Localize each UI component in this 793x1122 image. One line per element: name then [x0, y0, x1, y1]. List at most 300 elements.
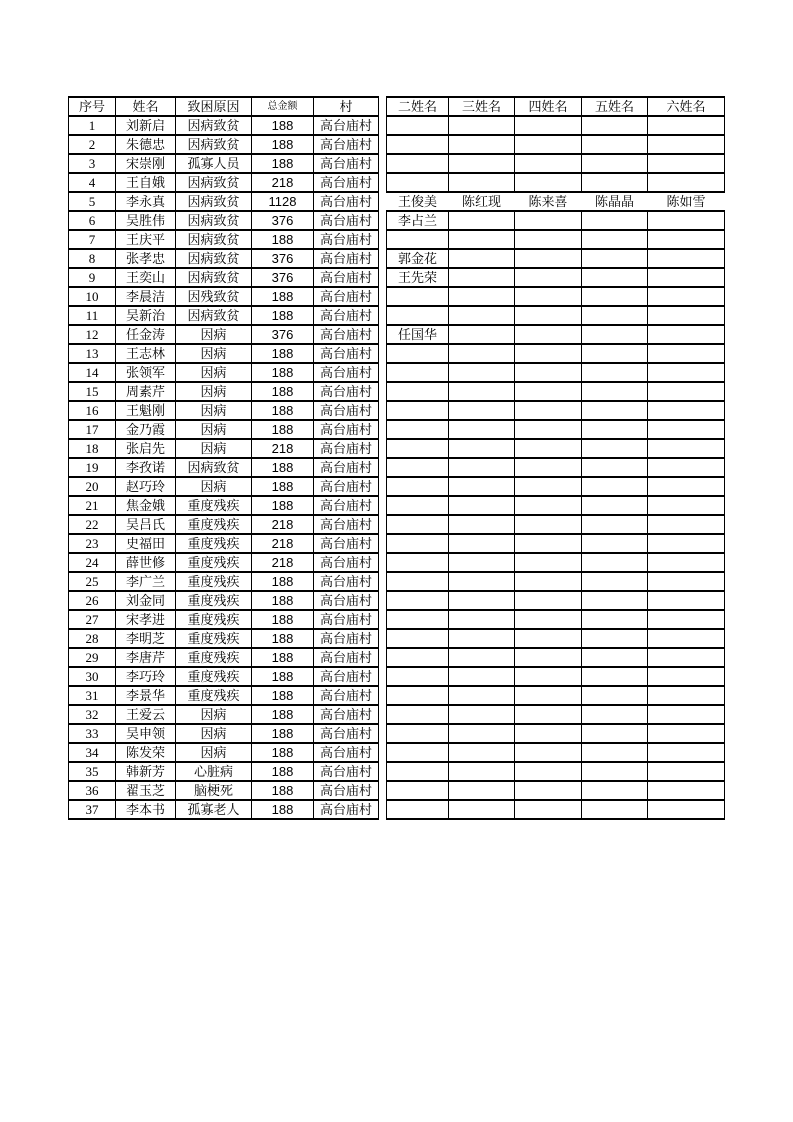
table-cell	[449, 458, 515, 477]
table-cell	[648, 325, 725, 344]
table-cell	[515, 249, 582, 268]
table-cell: 张启先	[116, 439, 176, 458]
table-row	[69, 268, 379, 287]
table-cell	[449, 135, 515, 154]
table-cell: 11	[69, 306, 116, 325]
table-cell	[515, 287, 582, 306]
table-cell	[387, 591, 449, 610]
table-cell: 27	[69, 610, 116, 629]
table-cell: 16	[69, 401, 116, 420]
table-cell	[449, 382, 515, 401]
table-cell	[582, 306, 648, 325]
table-cell: 韩新芳	[116, 762, 176, 781]
table-row	[387, 306, 725, 325]
table-cell: 2	[69, 135, 116, 154]
table-cell	[515, 629, 582, 648]
table-cell	[648, 762, 725, 781]
table-cell: 周素芹	[116, 382, 176, 401]
table-cell	[515, 135, 582, 154]
table-cell	[515, 781, 582, 800]
table-cell: 陈晶晶	[582, 192, 648, 211]
table-cell: 高台庙村	[314, 306, 379, 325]
table-cell: 29	[69, 648, 116, 667]
table-row	[387, 249, 725, 268]
table-cell: 金乃霞	[116, 420, 176, 439]
table-cell	[648, 743, 725, 762]
table-cell: 30	[69, 667, 116, 686]
table-cell: 李唐芹	[116, 648, 176, 667]
table-cell	[387, 116, 449, 135]
table-cell: 31	[69, 686, 116, 705]
table-row	[69, 477, 379, 496]
table-cell: 重度残疾	[176, 610, 252, 629]
table-cell	[449, 553, 515, 572]
table-cell	[582, 743, 648, 762]
table-cell: 王庆平	[116, 230, 176, 249]
table-cell	[648, 268, 725, 287]
table-row	[387, 401, 725, 420]
table-row	[387, 439, 725, 458]
table-cell	[648, 135, 725, 154]
table-cell: 高台庙村	[314, 363, 379, 382]
table-cell	[515, 344, 582, 363]
table-cell: 12	[69, 325, 116, 344]
table-cell	[648, 496, 725, 515]
table-cell	[582, 458, 648, 477]
table-row	[387, 211, 725, 230]
table-cell: 22	[69, 515, 116, 534]
table-cell	[582, 287, 648, 306]
table-cell: 因病致贫	[176, 458, 252, 477]
table-cell: 李永真	[116, 192, 176, 211]
table-cell	[515, 211, 582, 230]
table-cell	[582, 800, 648, 819]
table-cell	[648, 667, 725, 686]
table-cell: 1	[69, 116, 116, 135]
table-cell: 376	[252, 211, 314, 230]
table-cell: 23	[69, 534, 116, 553]
table-row	[69, 591, 379, 610]
table-cell	[387, 610, 449, 629]
table-cell	[449, 800, 515, 819]
table-cell	[648, 306, 725, 325]
table-cell: 陈来喜	[515, 192, 582, 211]
table-cell: 刘新启	[116, 116, 176, 135]
table-cell: 28	[69, 629, 116, 648]
table-cell: 218	[252, 439, 314, 458]
table-cell	[582, 116, 648, 135]
table-cell	[449, 420, 515, 439]
table-cell: 因病致贫	[176, 135, 252, 154]
table-cell: 188	[252, 705, 314, 724]
table-cell: 重度残疾	[176, 515, 252, 534]
table-cell: 吴胜伟	[116, 211, 176, 230]
table-cell: 高台庙村	[314, 705, 379, 724]
table-row	[69, 667, 379, 686]
table-cell	[387, 496, 449, 515]
table-cell	[648, 705, 725, 724]
table-cell: 因病	[176, 724, 252, 743]
table-cell: 宋孝进	[116, 610, 176, 629]
column-header-name3: 三姓名	[449, 97, 515, 116]
table-cell: 10	[69, 287, 116, 306]
table-row	[387, 192, 725, 211]
table-cell: 王魁刚	[116, 401, 176, 420]
table-row	[387, 173, 725, 192]
table-cell	[449, 154, 515, 173]
table-row	[69, 686, 379, 705]
table-cell	[582, 591, 648, 610]
table-row	[387, 800, 725, 819]
table-cell: 188	[252, 420, 314, 439]
table-cell	[515, 116, 582, 135]
table-cell	[582, 496, 648, 515]
table-cell: 高台庙村	[314, 686, 379, 705]
table-cell: 高台庙村	[314, 743, 379, 762]
table-cell	[582, 553, 648, 572]
table-cell	[582, 230, 648, 249]
table-cell	[515, 724, 582, 743]
table-cell: 因病	[176, 363, 252, 382]
table-cell	[449, 173, 515, 192]
table-cell	[582, 667, 648, 686]
column-header-name6: 六姓名	[648, 97, 725, 116]
table-cell	[387, 629, 449, 648]
table-cell	[449, 762, 515, 781]
table-cell: 高台庙村	[314, 116, 379, 135]
table-row	[69, 249, 379, 268]
table-row	[387, 135, 725, 154]
table-row	[69, 306, 379, 325]
table-cell	[582, 135, 648, 154]
table-cell: 高台庙村	[314, 667, 379, 686]
table-row	[69, 610, 379, 629]
table-cell: 13	[69, 344, 116, 363]
table-row	[387, 496, 725, 515]
table-cell: 翟玉芝	[116, 781, 176, 800]
table-cell	[515, 268, 582, 287]
table-cell: 218	[252, 173, 314, 192]
table-row	[69, 154, 379, 173]
table-row	[387, 382, 725, 401]
table-row	[69, 192, 379, 211]
table-cell: 188	[252, 667, 314, 686]
table-cell	[449, 344, 515, 363]
table-row	[387, 325, 725, 344]
column-header-name: 姓名	[116, 97, 176, 116]
table-cell: 陈如雪	[648, 192, 725, 211]
table-row	[69, 439, 379, 458]
table-cell: 20	[69, 477, 116, 496]
table-cell: 高台庙村	[314, 173, 379, 192]
table-cell	[515, 439, 582, 458]
table-cell: 高台庙村	[314, 762, 379, 781]
table-cell: 因病	[176, 325, 252, 344]
table-cell: 376	[252, 325, 314, 344]
table-row	[69, 553, 379, 572]
table-cell: 因病	[176, 743, 252, 762]
table-cell: 张领军	[116, 363, 176, 382]
table-cell	[648, 363, 725, 382]
table-row	[69, 515, 379, 534]
table-cell: 高台庙村	[314, 496, 379, 515]
table-cell: 王自娥	[116, 173, 176, 192]
table-cell	[648, 287, 725, 306]
table-cell: 李晨洁	[116, 287, 176, 306]
table-cell: 32	[69, 705, 116, 724]
table-row	[69, 724, 379, 743]
table-cell: 李景华	[116, 686, 176, 705]
table-cell: 高台庙村	[314, 382, 379, 401]
table-cell	[515, 743, 582, 762]
table-cell	[449, 496, 515, 515]
table-cell	[582, 705, 648, 724]
table-cell	[449, 363, 515, 382]
table-cell: 8	[69, 249, 116, 268]
table-cell	[449, 211, 515, 230]
table-cell: 188	[252, 800, 314, 819]
table-cell	[648, 534, 725, 553]
table-cell: 7	[69, 230, 116, 249]
table-cell: 高台庙村	[314, 458, 379, 477]
table-cell	[387, 667, 449, 686]
table-cell: 史福田	[116, 534, 176, 553]
table-cell: 高台庙村	[314, 800, 379, 819]
assistance-table	[68, 96, 379, 820]
table-cell	[387, 363, 449, 382]
column-header-amount: 总金额	[252, 97, 314, 116]
table-cell: 因病致贫	[176, 230, 252, 249]
table-cell	[648, 458, 725, 477]
table-row	[387, 363, 725, 382]
table-cell: 36	[69, 781, 116, 800]
table-cell	[387, 135, 449, 154]
table-row	[387, 762, 725, 781]
table-cell	[515, 705, 582, 724]
table-cell: 24	[69, 553, 116, 572]
table-cell: 任金涛	[116, 325, 176, 344]
table-cell	[387, 705, 449, 724]
table-cell	[387, 743, 449, 762]
table-cell	[387, 439, 449, 458]
table-cell	[515, 306, 582, 325]
table-cell	[582, 382, 648, 401]
column-header-name2: 二姓名	[387, 97, 449, 116]
table-cell: 高台庙村	[314, 591, 379, 610]
table-cell: 因病致贫	[176, 192, 252, 211]
table-cell	[582, 439, 648, 458]
table-row	[387, 477, 725, 496]
table-cell	[449, 287, 515, 306]
table-cell	[582, 629, 648, 648]
table-cell	[515, 496, 582, 515]
table-cell	[449, 116, 515, 135]
table-row	[387, 629, 725, 648]
table-cell: 35	[69, 762, 116, 781]
table-cell: 188	[252, 762, 314, 781]
table-cell: 4	[69, 173, 116, 192]
table-cell: 王奕山	[116, 268, 176, 287]
table-cell	[449, 249, 515, 268]
table-cell: 188	[252, 458, 314, 477]
table-cell: 李广兰	[116, 572, 176, 591]
table-cell	[582, 154, 648, 173]
table-row	[69, 420, 379, 439]
table-cell: 218	[252, 553, 314, 572]
table-cell	[648, 553, 725, 572]
table-cell	[387, 458, 449, 477]
table-row	[69, 762, 379, 781]
table-row	[69, 496, 379, 515]
table-cell	[449, 534, 515, 553]
table-cell: 188	[252, 344, 314, 363]
table-cell: 188	[252, 401, 314, 420]
header-row	[69, 97, 379, 116]
table-row	[387, 610, 725, 629]
table-cell: 高台庙村	[314, 154, 379, 173]
table-row	[69, 230, 379, 249]
table-cell: 高台庙村	[314, 534, 379, 553]
table-row	[69, 781, 379, 800]
table-cell: 重度残疾	[176, 496, 252, 515]
table-cell: 高台庙村	[314, 249, 379, 268]
table-cell	[387, 534, 449, 553]
table-cell: 188	[252, 572, 314, 591]
table-cell: 高台庙村	[314, 553, 379, 572]
table-cell	[387, 781, 449, 800]
table-cell: 因病致贫	[176, 173, 252, 192]
table-cell: 188	[252, 306, 314, 325]
table-cell	[582, 420, 648, 439]
table-cell	[387, 287, 449, 306]
additional-names-table	[386, 96, 725, 820]
table-cell	[582, 477, 648, 496]
table-row	[69, 211, 379, 230]
table-cell	[648, 230, 725, 249]
table-cell	[387, 173, 449, 192]
table-cell: 高台庙村	[314, 610, 379, 629]
table-cell: 因病致贫	[176, 306, 252, 325]
table-cell	[449, 477, 515, 496]
table-cell: 因病	[176, 344, 252, 363]
table-cell	[387, 477, 449, 496]
table-cell: 李本书	[116, 800, 176, 819]
table-cell: 高台庙村	[314, 344, 379, 363]
table-cell: 高台庙村	[314, 192, 379, 211]
table-cell: 高台庙村	[314, 477, 379, 496]
table-cell: 188	[252, 496, 314, 515]
table-cell	[582, 268, 648, 287]
table-cell: 25	[69, 572, 116, 591]
table-row	[69, 534, 379, 553]
table-cell: 3	[69, 154, 116, 173]
table-cell: 因病致贫	[176, 116, 252, 135]
table-cell	[515, 686, 582, 705]
table-cell: 因病致贫	[176, 249, 252, 268]
table-cell	[648, 781, 725, 800]
table-cell	[648, 648, 725, 667]
tables-container	[68, 96, 725, 820]
table-cell	[387, 420, 449, 439]
table-cell	[449, 268, 515, 287]
table-cell	[387, 401, 449, 420]
table-cell	[449, 648, 515, 667]
table-cell	[582, 363, 648, 382]
table-row	[387, 268, 725, 287]
table-cell: 188	[252, 591, 314, 610]
table-cell	[582, 610, 648, 629]
table-cell	[387, 724, 449, 743]
table-row	[69, 743, 379, 762]
table-cell: 188	[252, 629, 314, 648]
table-cell: 高台庙村	[314, 629, 379, 648]
table-row	[387, 667, 725, 686]
table-cell: 重度残疾	[176, 667, 252, 686]
table-cell: 高台庙村	[314, 230, 379, 249]
table-cell	[648, 572, 725, 591]
table-cell: 因残致贫	[176, 287, 252, 306]
table-cell	[515, 534, 582, 553]
table-cell: 376	[252, 249, 314, 268]
table-cell: 高台庙村	[314, 135, 379, 154]
table-cell: 任国华	[387, 325, 449, 344]
table-row	[387, 420, 725, 439]
table-cell: 高台庙村	[314, 781, 379, 800]
table-cell	[515, 610, 582, 629]
table-cell: 21	[69, 496, 116, 515]
table-cell: 高台庙村	[314, 515, 379, 534]
table-cell: 孤寡人员	[176, 154, 252, 173]
table-cell	[515, 154, 582, 173]
table-cell	[582, 344, 648, 363]
table-cell	[449, 686, 515, 705]
table-cell	[648, 154, 725, 173]
table-cell	[449, 439, 515, 458]
table-cell	[515, 648, 582, 667]
table-cell	[449, 325, 515, 344]
table-cell: 33	[69, 724, 116, 743]
table-cell: 高台庙村	[314, 439, 379, 458]
header-row	[387, 97, 725, 116]
table-row	[387, 572, 725, 591]
table-cell: 188	[252, 781, 314, 800]
table-cell	[582, 572, 648, 591]
table-cell	[387, 686, 449, 705]
table-cell: 王志林	[116, 344, 176, 363]
table-cell	[515, 667, 582, 686]
table-cell	[387, 306, 449, 325]
column-header-seq: 序号	[69, 97, 116, 116]
table-cell: 朱德忠	[116, 135, 176, 154]
table-cell: 188	[252, 154, 314, 173]
table-cell: 188	[252, 116, 314, 135]
table-cell	[449, 572, 515, 591]
table-cell: 高台庙村	[314, 287, 379, 306]
table-cell: 陈发荣	[116, 743, 176, 762]
table-cell: 37	[69, 800, 116, 819]
table-cell	[449, 724, 515, 743]
table-cell	[387, 762, 449, 781]
table-row	[387, 344, 725, 363]
table-cell: 188	[252, 287, 314, 306]
table-row	[387, 648, 725, 667]
table-cell: 焦金娥	[116, 496, 176, 515]
table-row	[387, 591, 725, 610]
table-row	[387, 230, 725, 249]
table-cell: 218	[252, 534, 314, 553]
table-row	[387, 553, 725, 572]
table-cell	[582, 724, 648, 743]
